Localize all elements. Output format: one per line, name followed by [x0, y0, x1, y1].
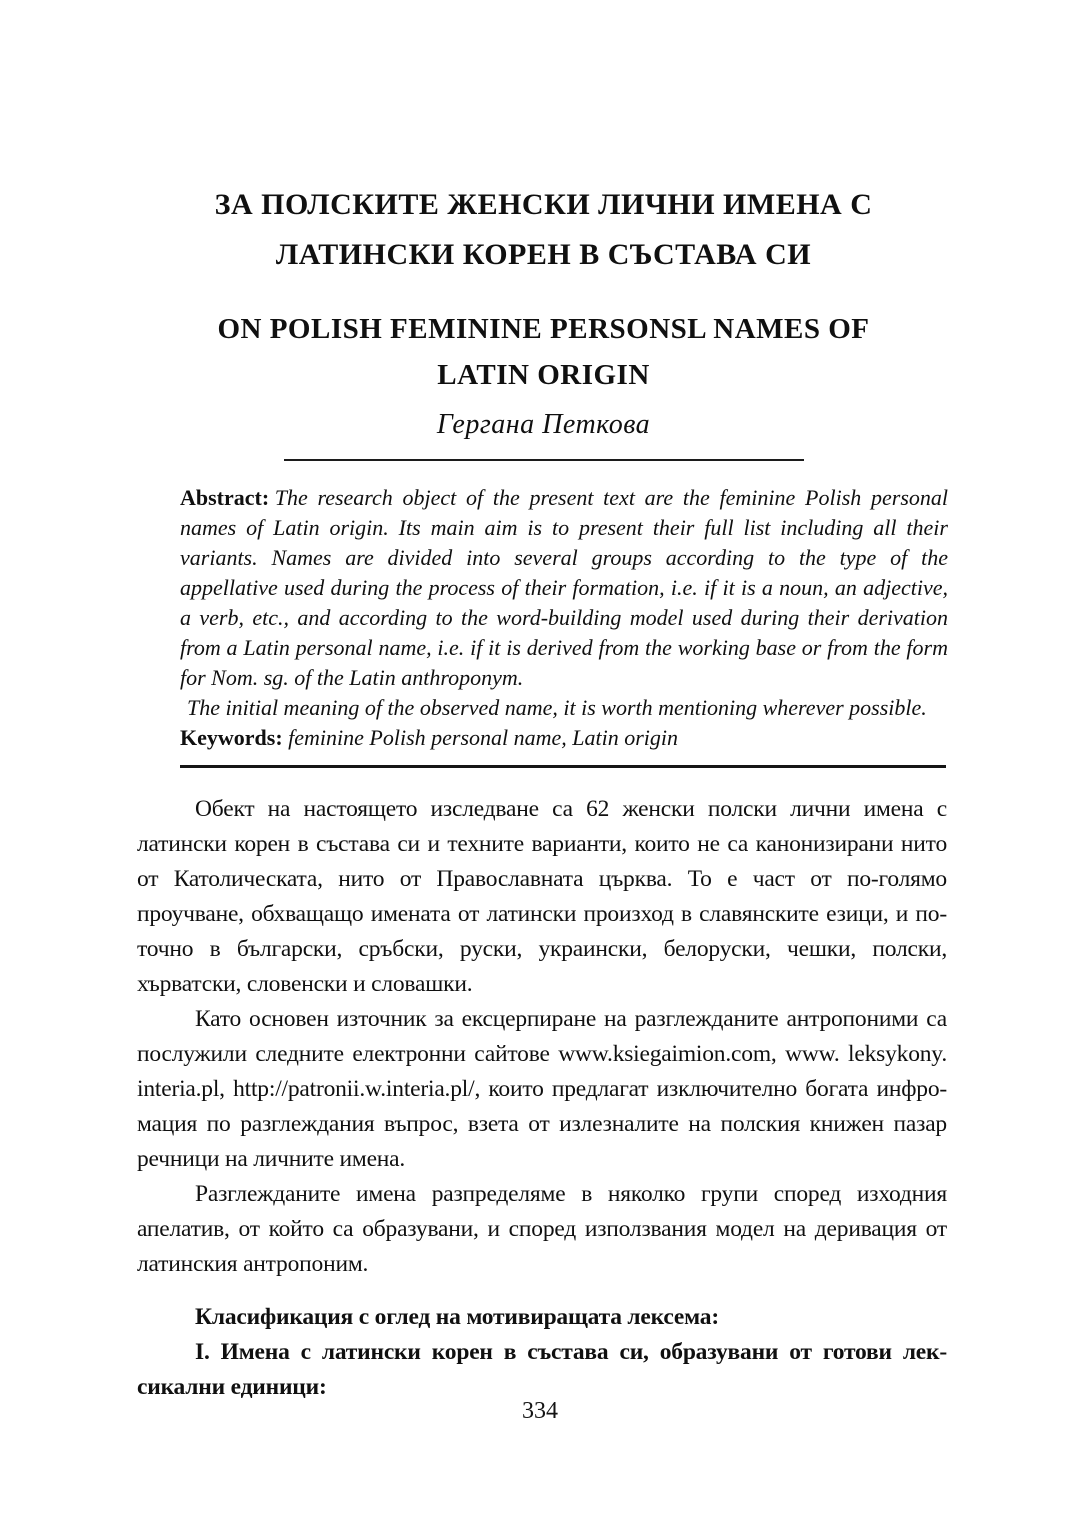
- body-paragraph-2: Като основен източник за ексцерпиране на разглежданите антропоними са послужили следните електронни сайтове www.ksiegaimion.com, www. leksykony. interia.pl, http://patronii.w.interia.pl/, които предлагат изключително богата инфро-мация по разглеждания въпрос, взета от излезналите на полския книжен пазар речници на личните имена.: [137, 1006, 947, 1172]
- classification-heading: Класификация с оглед на мотивиращата лексема:: [195, 1304, 719, 1330]
- abstract-paragraph: [180, 483, 948, 693]
- author-divider-rule: [284, 459, 804, 461]
- title-bulgarian-line-2: ЛАТИНСКИ КОРЕН В СЪСТАВА СИ: [275, 238, 812, 271]
- article-body: [137, 792, 947, 1405]
- page-number: 334: [522, 1398, 558, 1424]
- abstract-label: Abstract:: [180, 485, 270, 510]
- body-paragraph-1: Обект на настоящето изследване са 62 женски полски лични имена с латински корен в състава си и техните варианти, които не са канонизирани нито от Католическата, нито от Православната църква. То е част от по-голямо проучване, обхващащо имената от латински произход в славянските езици, и по-точно в български, сръбски, руски, украински, белоруски, чешки, полски, хърватски, словенски и словашки.: [137, 796, 947, 997]
- author-name: Гергана Петкова: [436, 409, 651, 440]
- classification-headings: [137, 1300, 947, 1405]
- title-english-line-2: LATIN ORIGIN: [437, 359, 650, 391]
- keywords-label: Keywords:: [180, 725, 283, 750]
- abstract-note: The initial meaning of the observed name, it is worth mentioning wherever possible.: [187, 695, 927, 720]
- section-divider-rule: [180, 765, 946, 768]
- keywords-line: [180, 723, 948, 753]
- title-bulgarian: [137, 180, 950, 280]
- abstract-text: The research object of the present text are the feminine Polish personal names of Latin origin. Its main aim is to present their full list including all their variants. Names are divided into several groups according to the type of the appellative used during the process of their formation, i.e. if it is a noun, an adjective, a verb, etc., and according to the word-building model used during their derivation from a Latin personal name, i.e. if it is derived from the working base or from the form for Nom. sg. of the Latin anthroponym.: [180, 485, 948, 690]
- title-bulgarian-line-1: ЗА ПОЛСКИТЕ ЖЕНСКИ ЛИЧНИ ИМЕНА С: [214, 188, 873, 221]
- group-one-heading: I. Имена с латински корен в състава си, образувани от готови лек-сикални единици:: [137, 1339, 947, 1400]
- keywords-text: feminine Polish personal name, Latin origin: [288, 725, 679, 750]
- title-english: [137, 306, 950, 398]
- body-paragraph-3: Разглежданите имена разпределяме в няколко групи според изходния апелатив, от който са образувани, и според използвания модел на деривация от латинския антропоним.: [137, 1181, 947, 1277]
- title-english-line-1: ON POLISH FEMININE PERSONSL NAMES OF: [217, 313, 870, 345]
- abstract-section: [180, 483, 948, 753]
